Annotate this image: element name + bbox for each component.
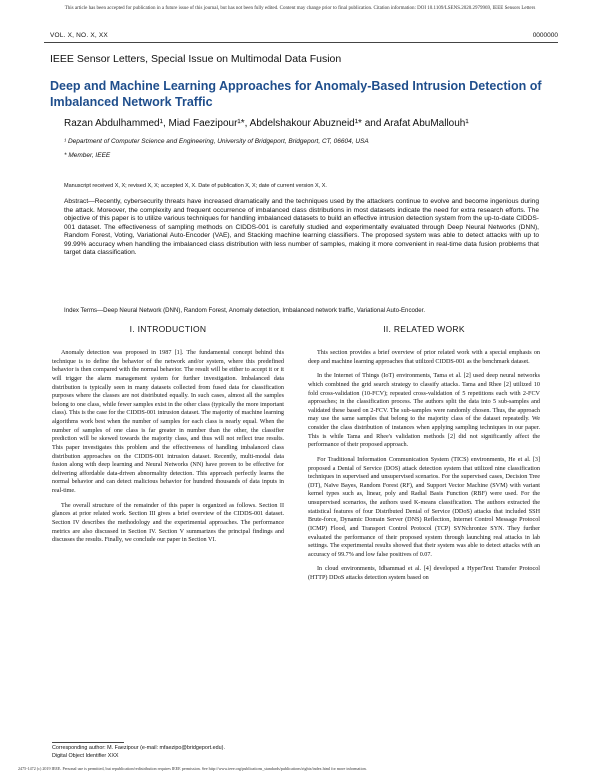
volume-label: VOL. X, NO. X, XX: [50, 32, 108, 39]
related-paragraph-3: For Traditional Information Communication System (TICS) environments, He et al. [3] proposed a Denial of Service (DOS) attack detection system that utilized nine classification techniques in supervised and unsupervised scenarios. For the supervised cases, Decision Tree (DT), Naïve Bayes, Random Forest (RF), and Support Vector Machine (SVM) with variant kernel types such as, linear, poly and Radial Basis Function (RBF) were used. For the unsupervised scenarios, the authors used K-means classification. The authors extracted the statistical features of four Distributed Denial of Service (DDoS) attacks that included SSH Brute-force, Dynamic Domain Server (DNS) Reflection, Internet Control Message Protocol (ICMP) Flood, and Transport Control Protocol (TCP) SYNchronize SYN. They further evaluated the performance of their proposed system through launching real attacks in lab settings. The experimental results showed that their system was able to detect attacks with an accuracy of 99.7% and low false positives of 0.07.: [308, 456, 540, 558]
author-list: Razan Abdulhammed¹, Miad Faezipour¹*, Abdelshakour Abuzneid¹* and Arafat AbuMallouh¹: [64, 118, 469, 129]
publication-banner: This article has been accepted for publication in a future issue of this journal, but has not been fully edited. Content may change prior to final publication. Citation information: DOI 10.1109/LSENS.2020.2979969, IEEE Sensors Letters: [64, 6, 536, 11]
digital-object-identifier: Digital Object Identifier XXX: [52, 752, 119, 759]
paper-title: Deep and Machine Learning Approaches for Anomaly-Based Intrusion Detection of Imbalanced Network Traffic: [50, 79, 542, 109]
copyright-footer: 2475-1472 (c) 2019 IEEE. Personal use is permitted, but republication/redistribution requires IEEE permission. See http://www.ieee.org/publications_standards/publications/rights/index.html for more information.: [18, 766, 367, 771]
related-paragraph-2: In the Internet of Things (IoT) environments, Tama et al. [2] used deep neural networks which combined the grid search strategy to classify attacks. Tama and Rhee [2] utilized 10 fold cross-validation (10-FCV); repeated cross-validation of 5 repetitions each with 2-FCV approaches; in the classification process. The authors split the data into 5 sub-samples and validated these based on 2-FCV. The sub-samples were randomly chosen. Thus, the approach may use the same samples that belong to the majority class of the dataset repeatedly. We consider the class distribution of instances when applying sampling techniques in our paper. This is while Tama and Rhee's validation methods [2] did not significantly affect the performance of their proposed approach.: [308, 373, 540, 449]
section-heading-related-work: II. RELATED WORK: [383, 324, 465, 334]
affiliation: ¹ Department of Computer Science and Engineering, University of Bridgeport, Bridgeport, CT, 06604, USA: [64, 138, 369, 145]
related-paragraph-4: In cloud environments, Idhammad et al. [4] developed a HyperText Transfer Protocol (HTTP) DDoS attacks detection system based on: [308, 566, 540, 581]
intro-paragraph-1: Anomaly detection was proposed in 1987 [1]. The fundamental concept behind this technique is to define the behavior of the network and/or system, where this predefined behavior is then compared with the normal behavior. The result will be either to accept it or it will trigger the alarm management system for further investigation. Imbalanced data distribution is typically seen in many datasets collected from fused data for classification purposes where the classes are not distributed equally. In such cases, almost all the samples belong to one class, while fewer samples exist in the other class (typically the more important class). This is the case for the CIDDS-001 intrusion dataset. The majority of machine learning algorithms work best when the number of samples for each class is nearly equal. When the number of samples of one class is far greater in number than the other, the classifier prediction will be skewed towards the majority class, and thus will not reflect true results. This paper investigates this problem and the effectiveness of handling imbalanced class distribution approaches on the CIDDS-001 intrusion dataset. Recently, multi-modal data fusion along with deep learning and Neural Networks (NN) have proven to be effective for delivering affordable data-driven abnormality detection. This approach perfectly learns the normal behavior and can detect malicious behavior for hundred thousands of data inputs in real-time.: [52, 350, 284, 494]
left-column: [52, 324, 284, 551]
abstract: Abstract—Recently, cybersecurity threats have increased dramatically and the techniques used by the attackers continue to evolve and become ingenious during the attack. Moreover, the complexity and frequent occurrence of imbalanced class distributions in most datasets indicate the need for extra research efforts. The objective of this paper is to utilize various techniques for handling imbalanced datasets to build an effective intrusion detection system from the up-to-date CIDDS-001 dataset. The effectiveness of sampling methods on CIDDS-001 is carefully studied and experimentally evaluated through Deep Neural Networks (DNN), Random Forest, Voting, Variational Auto-Encoder (VAE), and Stacking machine learning classifiers. The proposed system was able to detect attacks with up to 99.99% accuracy when handling the imbalanced class distribution with less number of samples, making it more convenient in real-time data fusion problems that target data classification.: [64, 198, 539, 256]
header-rule: [44, 42, 558, 43]
related-paragraph-1: This section provides a brief overview of prior related work with a special emphasis on deep and machine learning approaches that utilized CIDDS-001 as the benchmark dataset.: [308, 350, 540, 365]
footnote: [52, 745, 292, 760]
index-terms: Index Terms—Deep Neural Network (DNN), Random Forest, Anomaly detection, Imbalanced network traffic, Variational Auto-Encoder.: [64, 307, 426, 314]
intro-paragraph-2: The overall structure of the remainder of this paper is organized as follows. Section II glances at prior related work. Section III gives a brief overview of the CIDDS-001 dataset. Section IV describes the methodology and the experimental approaches. The performance metrics are also discussed in Section IV. Section V summarizes the principal findings and discusses the results. Finally, we conclude our paper in Section VI.: [52, 502, 284, 544]
membership-note: * Member, IEEE: [64, 152, 111, 159]
manuscript-dates: Manuscript received X, X; revised X, X; accepted X, X. Date of publication X, X; date of current version X, X.: [64, 183, 327, 189]
section-heading-introduction: I. INTRODUCTION: [129, 324, 207, 334]
footnote-rule: [52, 742, 124, 743]
article-number: 0000000: [532, 32, 558, 39]
corresponding-author: Corresponding author: M. Faezipour (e-mail: mfaezipo@bridgeport.edu).: [52, 745, 225, 751]
journal-name: IEEE Sensor Letters, Special Issue on Multimodal Data Fusion: [50, 53, 342, 65]
right-column: [308, 324, 540, 589]
